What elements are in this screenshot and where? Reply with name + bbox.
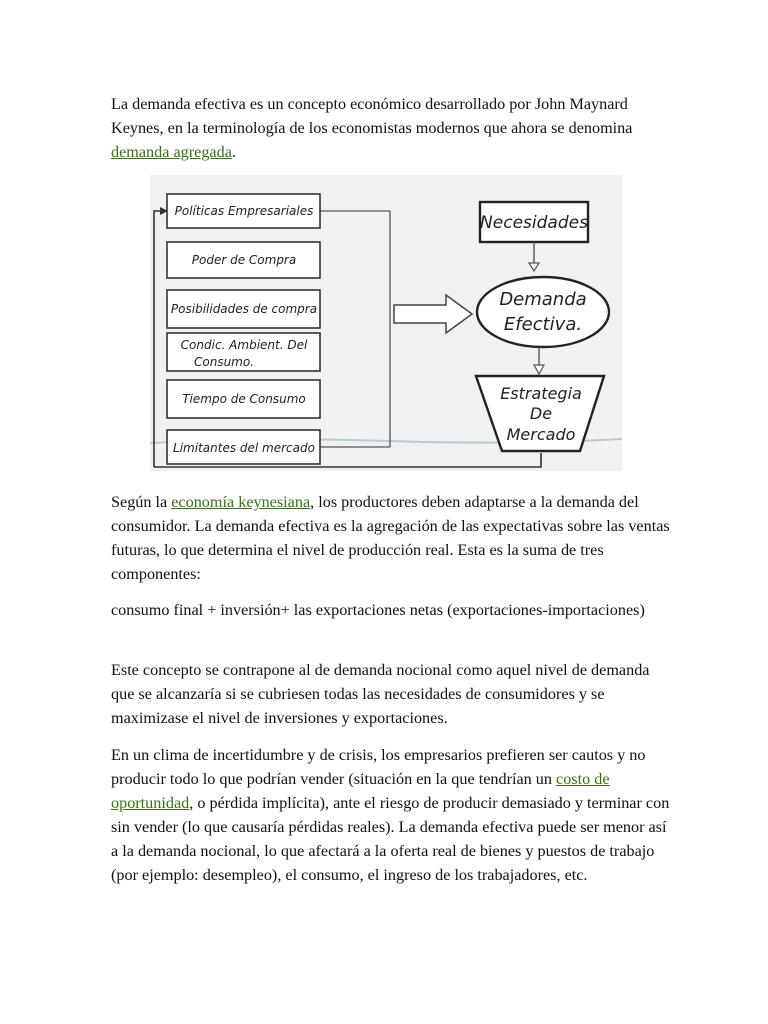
paragraph-intro (111, 92, 671, 164)
estrategia-text-2: De (529, 404, 553, 423)
box-text-tiempo: Tiempo de Consumo (182, 392, 306, 406)
paragraph-intro-text: La demanda efectiva es un concepto económico desarrollado por John Maynard Keynes, en la terminología de los economistas modernos que ahora se denomina (111, 95, 633, 137)
link-economia-keynesiana[interactable]: economía keynesiana (171, 493, 311, 511)
paragraph-keynesiana-start: Según la (111, 493, 172, 511)
link-demanda-agregada[interactable]: demanda agregada (111, 143, 232, 161)
box-text-limitantes: Limitantes del mercado (173, 441, 315, 455)
paragraph-crisis-start: En un clima de incertidumbre y de crisis, los empresarios prefieren ser cautos y no producir todo lo que podrían vender (situación en la que tendrían un (111, 746, 646, 788)
paragraph-crisis-text: , o pérdida implícita), ante el riesgo de producir demasiado y terminar con sin vender (lo que causaría pérdidas reales). La demanda efectiva puede ser menor así a la demanda nocional, lo que afectará a la oferta real de bienes y puestos de trabajo (por ejemplo: desempleo), el consumo, el ingreso de los trabajadores, etc. (111, 794, 670, 884)
demanda-efectiva-diagram (150, 175, 622, 471)
paragraph-componentes: consumo final + inversión+ las exportaciones netas (exportaciones-importaciones) (111, 601, 645, 619)
paragraph-demanda-nocional: Este concepto se contrapone al de demanda nocional como aquel nivel de demanda que se alcanzaría si se cubriesen todas las necesidades de consumidores y se maximizase el nivel de inversiones y exportaciones. (111, 661, 650, 727)
big-arrow (394, 295, 472, 333)
demanda-text-2: Efectiva. (503, 314, 583, 335)
box-text-condic-1: Condic. Ambient. Del (180, 338, 308, 352)
paragraph-keynesiana (111, 490, 671, 586)
box-text-posibilidades: Posibilidades de compra (170, 302, 318, 316)
box-connectors (320, 211, 390, 447)
arrow-down-2-head (534, 365, 544, 374)
demanda-text-1: Demanda (499, 289, 587, 310)
box-text-politicas: Políticas Empresariales (174, 204, 314, 218)
necesidades-text: Necesidades (480, 213, 588, 233)
paragraph-crisis (111, 743, 671, 887)
paragraph-intro-end: . (231, 143, 236, 161)
estrategia-text-1: Estrategia (500, 384, 582, 403)
demanda-efectiva-ellipse (477, 277, 609, 347)
arrow-down-1-head (529, 263, 539, 271)
link-costo-oportunidad[interactable]: costo de oportunidad (111, 770, 610, 812)
factor-boxes (167, 194, 320, 464)
estrategia-text-3: Mercado (506, 425, 576, 444)
box-text-poder: Poder de Compra (191, 253, 297, 267)
box-text-condic-2: Consumo. (193, 355, 255, 369)
paragraph-keynesiana-text: , los productores deben adaptarse a la demanda del consumidor. La demanda efectiva es la agregación de las expectativas sobre las ventas futuras, lo que determina el nivel de producción real. Esta es la suma de tres componentes: (111, 493, 670, 583)
